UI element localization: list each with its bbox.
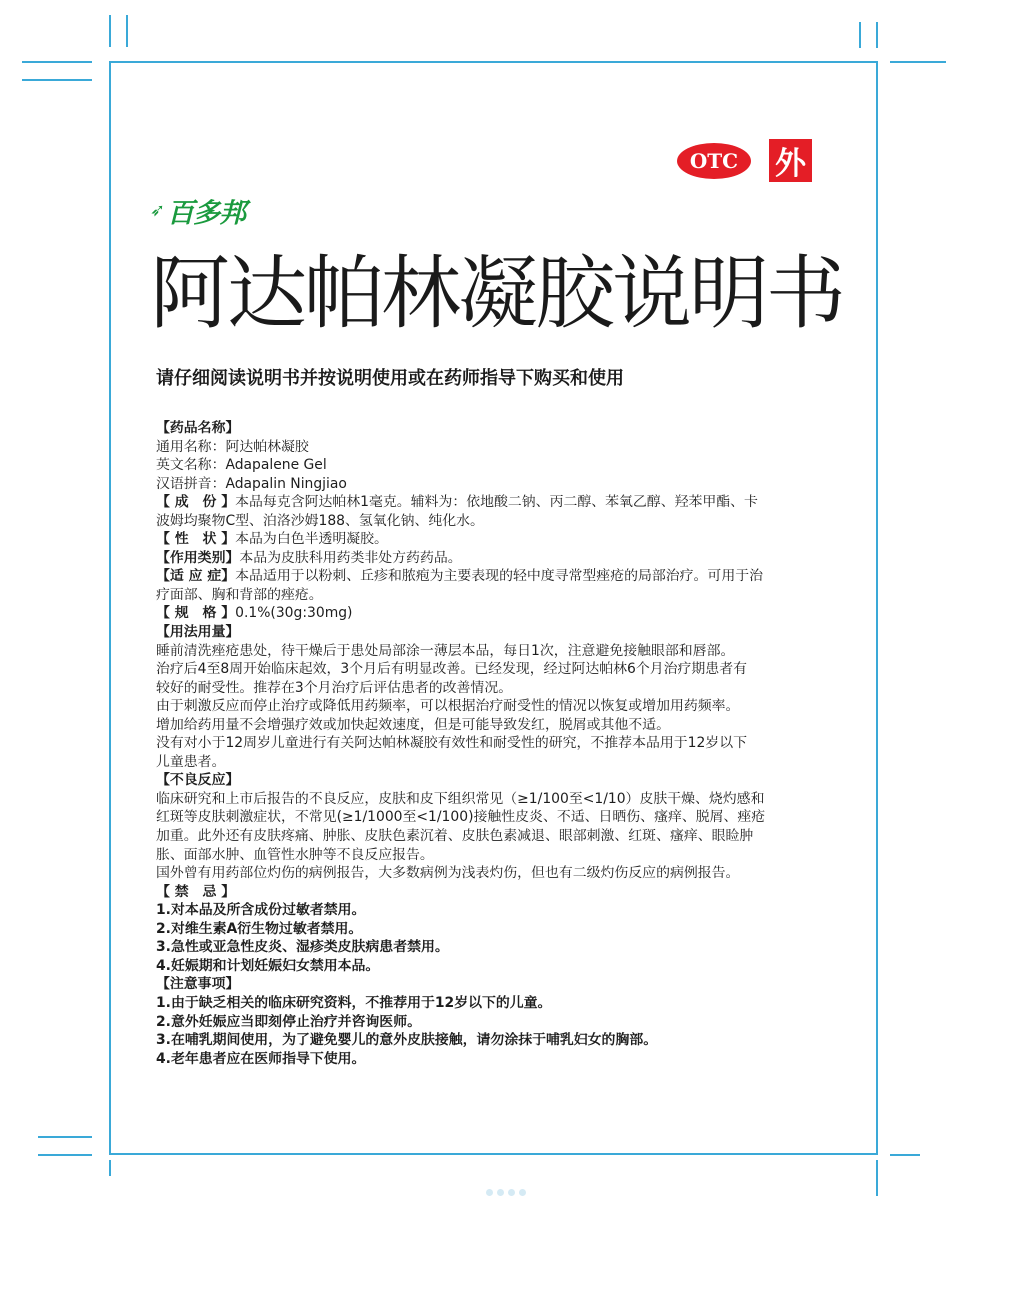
bottom-dots	[486, 1187, 530, 1197]
crop-mark	[126, 15, 128, 47]
generic-name: 通用名称：阿达帕林凝胶	[156, 438, 309, 455]
logo-text: 百多邦	[167, 197, 246, 229]
composition-text: 本品每克含阿达帕林1毫克。辅料为：依地酸二钠、丙二醇、苯氧乙醇、羟苯甲酯、卡	[235, 494, 758, 511]
adverse-text: 加重。此外还有皮肤疼痛、肿胀、皮肤色素沉着、皮肤色素减退、眼部刺激、红斑、瘙痒、眼睑肿	[156, 828, 754, 845]
appearance-line	[156, 530, 836, 549]
usage-text: 治疗后4至8周开始临床起效，3个月后有明显改善。已经发现，经过阿达帕林6个月治疗期患者有	[156, 661, 747, 678]
usage-text: 由于刺激反应而停止治疗或降低用药频率，可以根据治疗耐受性的情况以恢复或增加用药频率。	[156, 698, 740, 715]
section-heading-usage: 【用法用量】	[156, 624, 240, 641]
section-heading-contraindications: 【 禁 忌 】	[156, 883, 236, 900]
indications-text: 本品适用于以粉刺、丘疹和脓疱为主要表现的轻中度寻常型痤疮的局部治疗。可用于治	[235, 568, 763, 585]
logo-swoosh-icon: ➶	[150, 199, 166, 221]
leaflet-content	[156, 419, 836, 1068]
adverse-text: 胀、面部水肿、血管性水肿等不良反应报告。	[156, 846, 434, 863]
brand-logo	[150, 190, 245, 230]
crop-mark	[109, 1160, 111, 1176]
section-heading-composition: 【 成 份 】	[156, 494, 236, 511]
adverse-text: 临床研究和上市后报告的不良反应，皮肤和皮下组织常见（≥1/100至<1/10）皮肤干燥、烧灼感和	[156, 790, 765, 807]
crop-mark	[22, 61, 92, 63]
page-title: 阿达帕林凝胶说明书	[150, 247, 843, 340]
crop-mark	[38, 1154, 92, 1156]
external-use-label: 外	[775, 146, 806, 182]
pinyin-name: 汉语拼音：Adapalin Ningjiao	[156, 475, 347, 492]
appearance-text: 本品为白色半透明凝胶。	[235, 531, 388, 548]
adverse-text: 红斑等皮肤刺激症状，不常见(≥1/1000至<1/100)接触性皮炎、不适、日晒伤、瘙痒、脱屑、痤疮	[156, 809, 766, 826]
contraindication-item: 4.妊娠期和计划妊娠妇女禁用本品。	[156, 957, 380, 974]
indications-text: 疗面部、胸和背部的痤疮。	[156, 586, 323, 603]
usage-text: 没有对小于12周岁儿童进行有关阿达帕林凝胶有效性和耐受性的研究，不推荐本品用于12岁以下	[156, 735, 747, 752]
section-heading-name: 【药品名称】	[156, 420, 240, 436]
crop-mark	[859, 22, 861, 48]
category-text: 本品为皮肤科用药类非处方药药品。	[239, 549, 462, 566]
usage-text: 较好的耐受性。推荐在3个月治疗后评估患者的改善情况。	[156, 679, 513, 696]
contraindication-item: 2.对维生素A衍生物过敏者禁用。	[156, 920, 363, 937]
composition-text: 波姆均聚物C型、泊洛沙姆188、氢氧化钠、纯化水。	[156, 512, 484, 529]
precaution-item: 1.由于缺乏相关的临床研究资料，不推荐用于12岁以下的儿童。	[156, 994, 552, 1011]
contraindication-item: 1.对本品及所含成份过敏者禁用。	[156, 902, 366, 919]
precaution-item: 2.意外妊娠应当即刻停止治疗并咨询医师。	[156, 1013, 421, 1030]
dot-icon	[519, 1189, 526, 1196]
adverse-text: 国外曾有用药部位灼伤的病例报告，大多数病例为浅表灼伤，但也有二级灼伤反应的病例报告。	[156, 865, 740, 882]
usage-text: 儿童患者。	[156, 753, 226, 770]
spec-text: 0.1%(30g:30mg)	[235, 605, 353, 622]
precaution-item: 4.老年患者应在医师指导下使用。	[156, 1050, 366, 1067]
composition-line	[156, 493, 836, 512]
usage-text: 增加给药用量不会增强疗效或加快起效速度，但是可能导致发红，脱屑或其他不适。	[156, 716, 670, 733]
otc-label: OTC	[689, 149, 739, 173]
dot-icon	[486, 1189, 493, 1196]
section-heading-indications: 【适 应 症】	[156, 568, 236, 585]
crop-mark	[890, 61, 946, 63]
section-heading-appearance: 【 性 状 】	[156, 531, 236, 548]
external-use-badge	[769, 139, 812, 182]
crop-mark	[890, 1154, 920, 1156]
crop-mark	[876, 22, 878, 48]
section-heading-adverse: 【不良反应】	[156, 772, 240, 789]
crop-mark	[876, 1160, 878, 1196]
section-heading-spec: 【 规 格 】	[156, 605, 236, 622]
usage-text: 睡前清洗痤疮患处，待干燥后于患处局部涂一薄层本品，每日1次，注意避免接触眼部和唇部。	[156, 642, 735, 659]
dot-icon	[508, 1189, 515, 1196]
crop-mark	[109, 15, 111, 47]
otc-badge	[677, 143, 751, 179]
dot-icon	[497, 1189, 504, 1196]
crop-mark	[22, 79, 92, 81]
precaution-item: 3.在哺乳期间使用，为了避免婴儿的意外皮肤接触，请勿涂抹于哺乳妇女的胸部。	[156, 1032, 658, 1049]
section-heading-category: 【作用类别】	[156, 549, 240, 566]
section-heading-precautions: 【注意事项】	[156, 976, 240, 993]
contraindication-item: 3.急性或亚急性皮炎、湿疹类皮肤病患者禁用。	[156, 939, 449, 956]
spec-line	[156, 604, 836, 623]
crop-mark	[38, 1136, 92, 1138]
usage-notice: 请仔细阅读说明书并按说明使用或在药师指导下购买和使用	[156, 368, 624, 389]
category-line	[156, 549, 836, 568]
english-name: 英文名称：Adapalene Gel	[156, 457, 327, 474]
indications-line	[156, 567, 836, 586]
